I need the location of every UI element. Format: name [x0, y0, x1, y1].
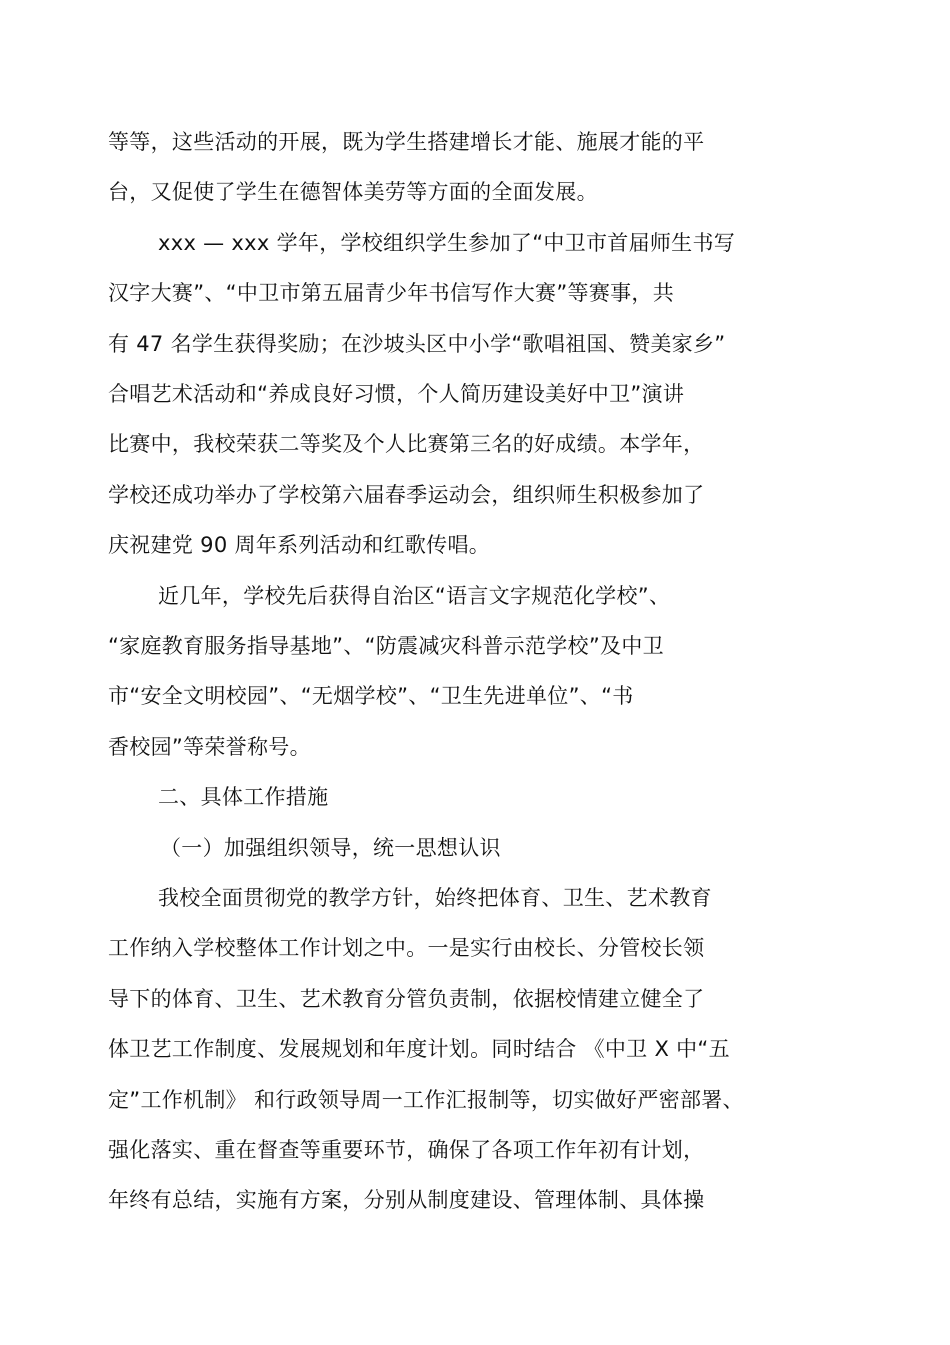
paragraph-line: 工作纳入学校整体工作计划之中。一是实行由校长、分管校长领: [108, 936, 705, 960]
subsection-heading: （一）加强组织领导，统一思想认识: [160, 836, 501, 860]
paragraph-line: 定”工作机制》 和行政领导周一工作汇报制等，切实做好严密部署、: [108, 1088, 744, 1112]
paragraph-line: 等等，这些活动的开展，既为学生搭建增长才能、施展才能的平: [108, 130, 705, 154]
paragraph-line: “家庭教育服务指导基地”、“防震减灾科普示范学校”及中卫: [108, 634, 664, 658]
paragraph-line: xxx — xxx 学年，学校组织学生参加了“中卫市首届师生书写: [158, 231, 736, 255]
paragraph-line: 庆祝建党 90 周年系列活动和红歌传唱。: [108, 533, 491, 557]
paragraph-line: 香校园”等荣誉称号。: [108, 735, 311, 759]
paragraph-line: 市“安全文明校园”、“无烟学校”、“卫生先进单位”、“书: [108, 684, 634, 708]
paragraph-line: 强化落实、重在督查等重要环节，确保了各项工作年初有计划，: [108, 1138, 705, 1162]
paragraph-line: 汉字大赛”、“中卫市第五届青少年书信写作大赛”等赛事，共: [108, 281, 675, 305]
paragraph-line: 合唱艺术活动和“养成良好习惯，个人简历建设美好中卫”演讲: [108, 382, 685, 406]
paragraph-line: 我校全面贯彻党的教学方针，始终把体育、卫生、艺术教育: [158, 886, 712, 910]
paragraph-line: 导下的体育、卫生、艺术教育分管负责制，依据校情建立健全了: [108, 987, 705, 1011]
paragraph-line: 学校还成功举办了学校第六届春季运动会，组织师生积极参加了: [108, 483, 705, 507]
paragraph-line: 年终有总结，实施有方案，分别从制度建设、管理体制、具体操: [108, 1188, 705, 1212]
paragraph-line: 台，又促使了学生在德智体美劳等方面的全面发展。: [108, 180, 598, 204]
paragraph-line: 比赛中，我校荣获二等奖及个人比赛第三名的好成绩。本学年，: [108, 432, 705, 456]
paragraph-line: 近几年，学校先后获得自治区“语言文字规范化学校”、: [158, 584, 671, 608]
section-heading: 二、具体工作措施: [158, 785, 329, 809]
paragraph-line: 体卫艺工作制度、发展规划和年度计划。同时结合 《中卫 X 中“五: [108, 1037, 730, 1061]
paragraph-line: 有 47 名学生获得奖励；在沙坡头区中小学“歌唱祖国、赞美家乡”: [108, 332, 726, 356]
